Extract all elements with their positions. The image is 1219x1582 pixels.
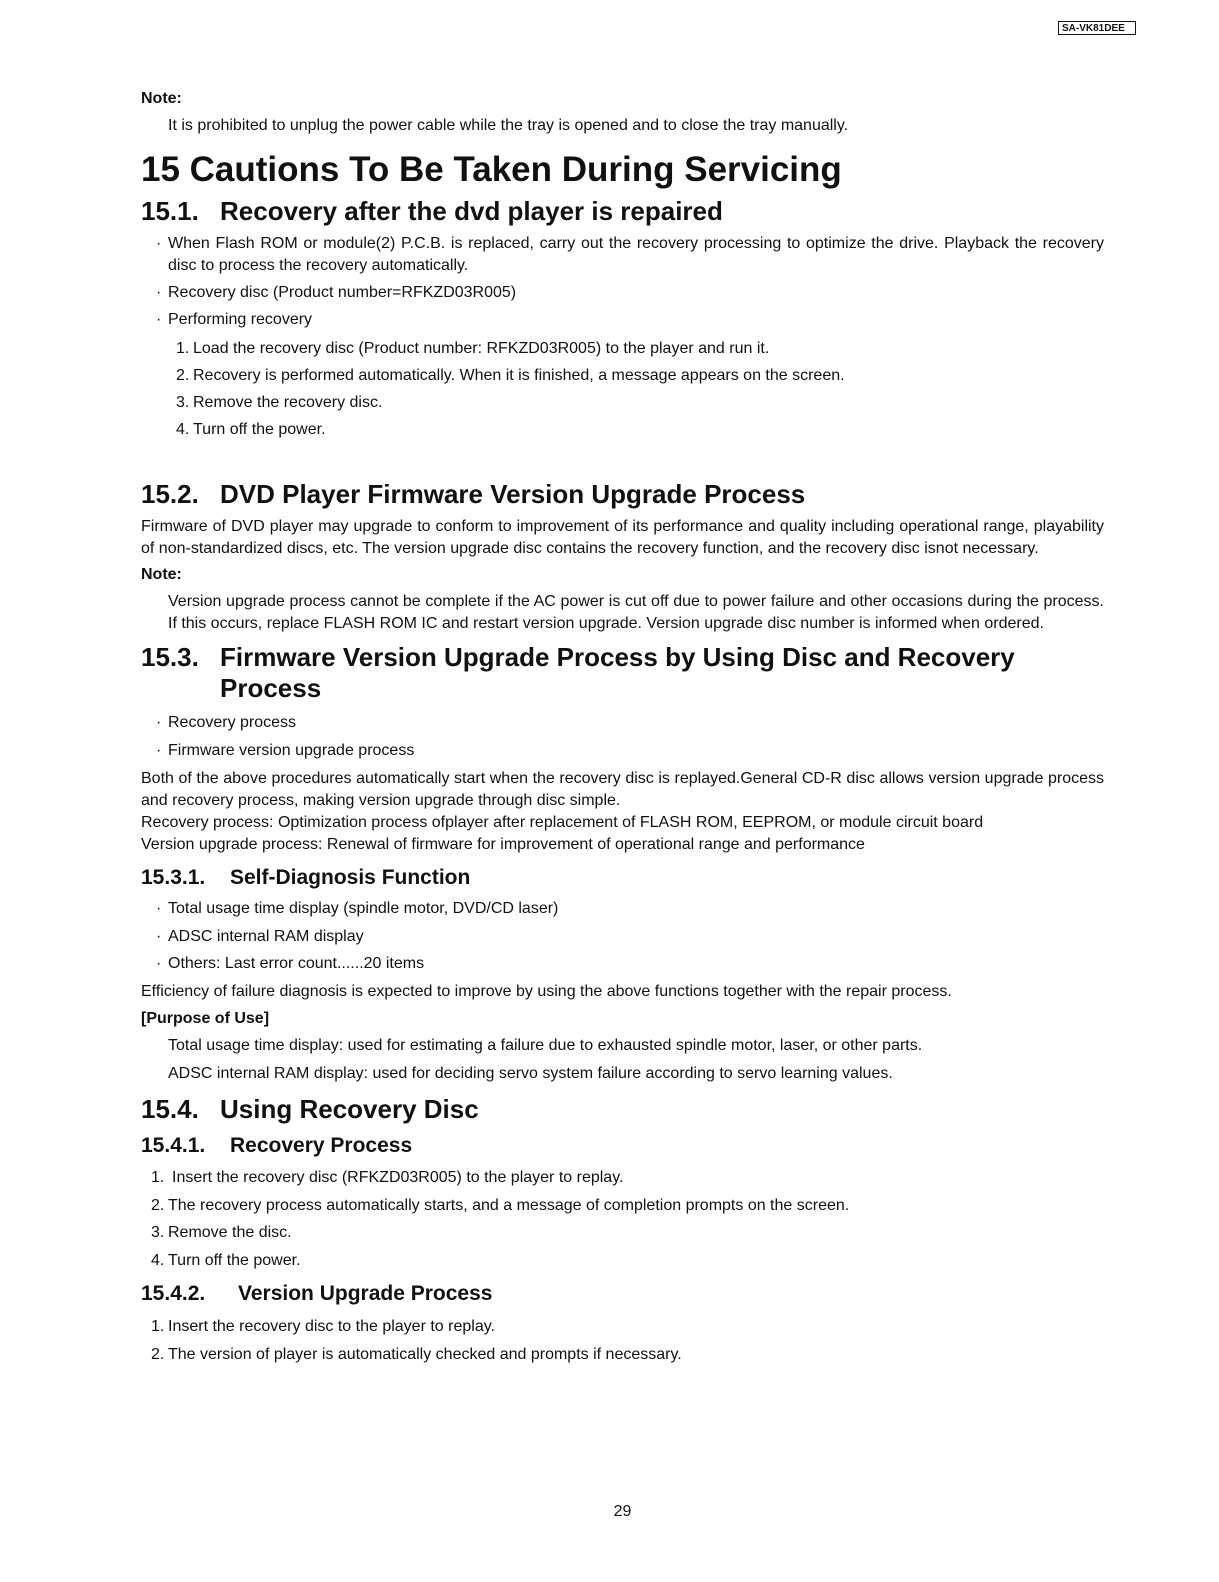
step-number: 2. <box>151 1197 165 1214</box>
paragraph: Efficiency of failure diagnosis is expected to improve by using the above functions together with the repair process. <box>141 983 952 1000</box>
section-heading-15-4 <box>141 1094 1104 1125</box>
bullet-icon: · <box>156 742 162 759</box>
paragraph: Recovery process: Optimization process ofplayer after replacement of FLASH ROM, EEPROM, or module circuit board <box>141 814 984 831</box>
step-text: Remove the recovery disc. <box>193 394 383 411</box>
step-item <box>141 1344 1104 1366</box>
note-label: Note: <box>141 90 182 107</box>
step-number: 1. <box>176 340 190 357</box>
paragraph: Firmware of DVD player may upgrade to conform to improvement of its performance and quality including operational range, playability of non-standardized discs, etc. The version upgrade disc contains the recovery function, and the recovery disc isnot necessary. <box>141 518 1104 557</box>
subsection-heading-15-4-1 <box>141 1133 1104 1159</box>
section-title: Self-Diagnosis Function <box>230 866 471 889</box>
purpose-text: ADSC internal RAM display: used for deciding servo system failure according to servo learning values. <box>168 1065 893 1082</box>
step-text: Remove the disc. <box>168 1224 292 1241</box>
list-item <box>141 926 1104 948</box>
step-text: Turn off the power. <box>168 1252 301 1269</box>
bullet-icon: · <box>156 900 162 917</box>
step-number: 2. <box>176 367 190 384</box>
step-item <box>141 1167 1104 1189</box>
section-number: 15.1. <box>141 196 199 226</box>
list-item <box>141 953 1104 975</box>
section-heading-15-3 <box>141 642 1104 704</box>
section-number: 15.4.2. <box>141 1282 206 1305</box>
step-text: The recovery process automatically starts, and a message of completion prompts on the screen. <box>168 1197 850 1214</box>
list-item-text: Firmware version upgrade process <box>168 742 415 759</box>
purpose-label: [Purpose of Use] <box>141 1010 270 1027</box>
step-text: Insert the recovery disc to the player to replay. <box>168 1318 495 1335</box>
section-title: Firmware Version Upgrade Process by Using Disc and Recovery <box>220 642 1015 672</box>
note-text: It is prohibited to unplug the power cable while the tray is opened and to close the tray manually. <box>168 117 849 134</box>
section-number: 15.2. <box>141 479 199 509</box>
model-number-tag: SA-VK81DEE <box>1058 21 1136 35</box>
step-number: 2. <box>151 1346 165 1363</box>
section-title: DVD Player Firmware Version Upgrade Process <box>220 479 806 509</box>
section-title: Using Recovery Disc <box>220 1094 479 1124</box>
section-number: 15.4.1. <box>141 1134 206 1157</box>
list-item <box>141 740 1104 762</box>
step-text: Insert the recovery disc (RFKZD03R005) to the player to replay. <box>172 1169 624 1186</box>
step-number: 1. <box>151 1318 165 1335</box>
page-number: 29 <box>613 1503 632 1520</box>
note-label: Note: <box>141 566 182 583</box>
list-item-text: Recovery process <box>168 714 297 731</box>
section-title: Recovery after the dvd player is repaired <box>220 196 723 226</box>
step-text: Load the recovery disc (Product number: RFKZD03R005) to the player and run it. <box>193 340 770 357</box>
note-text: Version upgrade process cannot be complete if the AC power is cut off due to power failure and other occasions during the process. If this occurs, replace FLASH ROM IC and restart version upgrade. Version upgrade disc number is informed when ordered. <box>168 593 1104 632</box>
step-item <box>141 365 1104 387</box>
step-number: 4. <box>151 1252 165 1269</box>
section-number: 15.3.1. <box>141 866 206 889</box>
bullet-icon: · <box>156 714 162 731</box>
subsection-heading-15-4-2 <box>141 1281 1104 1307</box>
step-item <box>141 419 1104 441</box>
step-text: The version of player is automatically checked and prompts if necessary. <box>168 1346 682 1363</box>
list-item <box>141 898 1104 920</box>
step-item <box>141 1222 1104 1244</box>
list-item <box>141 282 1104 304</box>
step-number: 3. <box>151 1224 165 1241</box>
paragraph: Both of the above procedures automatically start when the recovery disc is replayed.General CD-R disc allows version upgrade process and recovery process, making version upgrade through disc simple. <box>141 770 1104 809</box>
section-title: Version Upgrade Process <box>238 1282 493 1305</box>
subsection-heading-15-3-1 <box>141 865 1104 891</box>
section-heading-15-1 <box>141 196 1104 227</box>
bullet-icon: · <box>156 235 162 252</box>
section-heading-15-2 <box>141 479 1104 510</box>
step-text: Turn off the power. <box>193 421 326 438</box>
list-item <box>141 233 1104 277</box>
step-item <box>141 1316 1104 1338</box>
section-number: 15.4. <box>141 1094 199 1124</box>
step-item <box>141 338 1104 360</box>
list-item-text: Performing recovery <box>168 311 313 328</box>
list-item-text: Others: Last error count......20 items <box>168 955 425 972</box>
list-item <box>141 309 1104 331</box>
bullet-icon: · <box>156 955 162 972</box>
step-number: 4. <box>176 421 190 438</box>
bullet-icon: · <box>156 284 162 301</box>
paragraph: Version upgrade process: Renewal of firmware for improvement of operational range and performance <box>141 836 865 853</box>
list-item-text: Total usage time display (spindle motor, DVD/CD laser) <box>168 900 559 917</box>
step-item <box>141 1195 1104 1217</box>
list-item-text: Recovery disc (Product number=RFKZD03R005) <box>168 284 517 301</box>
list-item-text: ADSC internal RAM display <box>168 928 364 945</box>
step-item <box>141 392 1104 414</box>
purpose-text: Total usage time display: used for estimating a failure due to exhausted spindle motor, laser, or other parts. <box>168 1037 923 1054</box>
bullet-icon: · <box>156 311 162 328</box>
step-item <box>141 1250 1104 1272</box>
section-title: Recovery Process <box>230 1134 413 1157</box>
list-item <box>141 712 1104 734</box>
section-number: 15.3. <box>141 642 199 672</box>
list-item-text: When Flash ROM or module(2) P.C.B. is replaced, carry out the recovery processing to optimize the drive. Playback the recovery disc to process the recovery automatically. <box>168 235 1104 274</box>
step-text: Recovery is performed automatically. When it is finished, a message appears on the screen. <box>193 367 845 384</box>
page-content <box>141 88 1104 1366</box>
chapter-title: 15 Cautions To Be Taken During Servicing <box>141 150 842 189</box>
section-title-continued: Process <box>220 673 322 703</box>
step-number: 1. <box>151 1169 165 1186</box>
step-number: 3. <box>176 394 190 411</box>
bullet-icon: · <box>156 928 162 945</box>
